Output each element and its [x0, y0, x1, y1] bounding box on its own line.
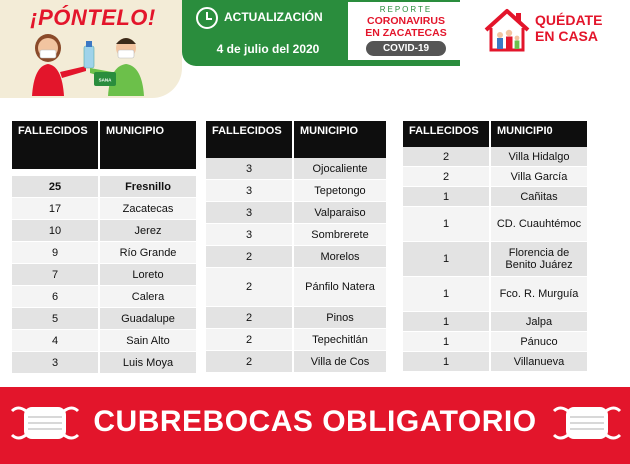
municipality-cell: Pinos: [292, 307, 386, 329]
municipality-cell: Valparaiso: [292, 202, 386, 224]
municipality-cell: Villa Hidalgo: [489, 147, 587, 167]
municipality-cell: Calera: [98, 286, 196, 308]
deaths-cell: 9: [12, 242, 98, 264]
update-label: ACTUALIZACIÓN: [224, 10, 323, 24]
column-header-municipio: MUNICIPIO: [292, 121, 386, 158]
face-mask-icon: [10, 401, 80, 445]
deaths-cell: 1: [403, 352, 489, 372]
deaths-cell: 6: [12, 286, 98, 308]
municipality-cell: Loreto: [98, 264, 196, 286]
deaths-table-3: [403, 121, 587, 372]
municipality-cell: Fco. R. Murguía: [489, 277, 587, 312]
ponte-panel: [0, 0, 182, 98]
municipality-cell: Río Grande: [98, 242, 196, 264]
table-row: [206, 158, 386, 180]
table-row: [403, 277, 587, 312]
deaths-cell: 2: [206, 246, 292, 268]
quedate-text: [535, 12, 602, 44]
people-with-masks-illustration: [20, 26, 170, 96]
covid-badge: COVID-19: [366, 41, 446, 56]
municipality-cell: Tepechitlán: [292, 329, 386, 351]
table-row: [12, 198, 196, 220]
deaths-cell: 1: [403, 332, 489, 352]
table-row: [206, 307, 386, 329]
header: [0, 0, 630, 98]
table-row: [403, 242, 587, 277]
table-row: [12, 308, 196, 330]
table-row: [403, 147, 587, 167]
municipality-cell: Jerez: [98, 220, 196, 242]
report-line-3: EN ZACATECAS: [365, 27, 447, 39]
deaths-cell: 2: [206, 268, 292, 307]
deaths-cell: 10: [12, 220, 98, 242]
table-row: [206, 202, 386, 224]
svg-text:SANA: SANA: [98, 77, 112, 83]
update-date: 4 de julio del 2020: [216, 42, 320, 56]
deaths-cell: 2: [403, 147, 489, 167]
table-row: [206, 180, 386, 202]
deaths-cell: 1: [403, 187, 489, 207]
municipality-cell: Pánfilo Natera: [292, 268, 386, 307]
deaths-table-1: [12, 121, 196, 374]
deaths-cell: 3: [206, 158, 292, 180]
quedate-line-2: EN CASA: [535, 28, 599, 44]
table-row: [12, 352, 196, 374]
deaths-cell: 25: [12, 176, 98, 198]
municipality-cell: Ojocaliente: [292, 158, 386, 180]
table-row: [12, 286, 196, 308]
column-header-municipio: MUNICIPIO: [98, 121, 196, 169]
deaths-cell: 1: [403, 207, 489, 242]
table-row: [403, 207, 587, 242]
deaths-cell: 3: [206, 180, 292, 202]
deaths-table-2: [206, 121, 386, 373]
table-row: [206, 224, 386, 246]
report-logo: [348, 2, 464, 60]
table-row: [403, 332, 587, 352]
deaths-cell: 3: [206, 202, 292, 224]
column-header-fallecidos: FALLECIDOS: [12, 121, 98, 169]
table-row: [403, 187, 587, 207]
municipality-cell: Pánuco: [489, 332, 587, 352]
deaths-cell: 7: [12, 264, 98, 286]
face-mask-icon: [552, 401, 622, 445]
banner-text: CUBREBOCAS OBLIGATORIO: [93, 405, 537, 438]
municipality-cell: Morelos: [292, 246, 386, 268]
deaths-cell: 1: [403, 277, 489, 312]
municipality-cell: Sombrerete: [292, 224, 386, 246]
deaths-cell: 1: [403, 242, 489, 277]
column-header-municipio: MUNICIPI0: [489, 121, 587, 147]
mask-mandatory-banner: [0, 387, 630, 464]
deaths-cell: 2: [206, 351, 292, 373]
deaths-cell: 2: [206, 307, 292, 329]
table-row: [403, 352, 587, 372]
municipality-cell: Florencia de Benito Juárez: [489, 242, 587, 277]
table-row: [12, 330, 196, 352]
municipality-cell: Jalpa: [489, 312, 587, 332]
table-row: [206, 329, 386, 351]
municipality-cell: Tepetongo: [292, 180, 386, 202]
table-row: [12, 176, 196, 198]
table-row: [403, 167, 587, 187]
table-row: [206, 351, 386, 373]
table-row: [12, 220, 196, 242]
municipality-cell: CD. Cuauhtémoc: [489, 207, 587, 242]
municipality-cell: Luis Moya: [98, 352, 196, 374]
municipality-cell: Fresnillo: [98, 176, 196, 198]
deaths-cell: 2: [403, 167, 489, 187]
municipality-cell: Villa de Cos: [292, 351, 386, 373]
municipality-cell: Cañitas: [489, 187, 587, 207]
deaths-cell: 4: [12, 330, 98, 352]
deaths-cell: 17: [12, 198, 98, 220]
municipality-cell: Sain Alto: [98, 330, 196, 352]
deaths-cell: 2: [206, 329, 292, 351]
table-row: [12, 264, 196, 286]
deaths-cell: 3: [12, 352, 98, 374]
house-icon: [482, 8, 532, 52]
report-line-1: REPORTE: [379, 5, 433, 14]
report-line-2: CORONAVIRUS: [367, 15, 445, 27]
table-row: [403, 312, 587, 332]
ponte-title: ¡PÓNTELO!: [30, 5, 156, 30]
column-header-fallecidos: FALLECIDOS: [403, 121, 489, 147]
deaths-cell: 3: [206, 224, 292, 246]
table-row: [206, 268, 386, 307]
table-row: [206, 246, 386, 268]
deaths-cell: 5: [12, 308, 98, 330]
quedate-line-1: QUÉDATE: [535, 12, 603, 28]
municipality-cell: Zacatecas: [98, 198, 196, 220]
municipality-cell: Guadalupe: [98, 308, 196, 330]
municipality-cell: Villa García: [489, 167, 587, 187]
header-gap: [12, 169, 196, 176]
column-header-fallecidos: FALLECIDOS: [206, 121, 292, 158]
clock-icon: [196, 7, 218, 29]
municipality-cell: Villanueva: [489, 352, 587, 372]
deaths-cell: 1: [403, 312, 489, 332]
table-row: [12, 242, 196, 264]
